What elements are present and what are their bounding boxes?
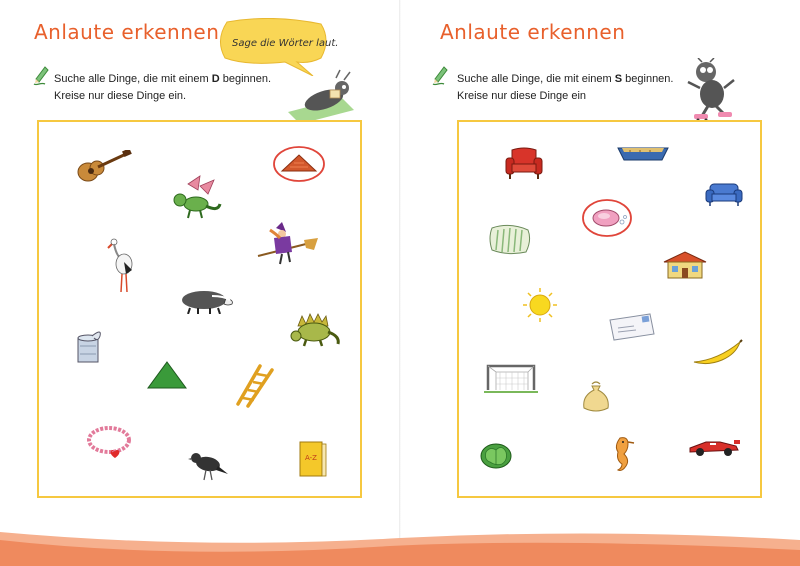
sack-icon[interactable] [580, 380, 612, 414]
crow-icon[interactable] [188, 448, 230, 482]
goal-icon[interactable] [484, 362, 538, 394]
race-car-icon[interactable] [686, 434, 742, 458]
badger-icon[interactable] [176, 288, 236, 314]
mascot-skating-icon [684, 58, 740, 122]
mascot-reading-icon [286, 68, 356, 124]
seahorse-icon[interactable] [610, 434, 636, 476]
book-spine [399, 0, 401, 566]
dinosaur-icon[interactable] [288, 308, 342, 348]
instruction: Suche alle Dinge, die mit einem D beginnen. Kreise nur diese Dinge ein. [54, 73, 272, 102]
roof-icon[interactable] [272, 145, 326, 183]
house-icon[interactable] [662, 250, 708, 280]
armchair-icon[interactable] [504, 146, 544, 180]
sun-icon[interactable] [520, 286, 560, 324]
pencil-icon [432, 64, 450, 86]
dragon-icon[interactable] [170, 174, 222, 222]
guitar-icon[interactable] [76, 150, 132, 184]
pencil-icon [33, 64, 51, 86]
pillow-icon[interactable] [488, 222, 532, 256]
witch-on-broom-icon[interactable] [256, 222, 320, 266]
right-page [400, 0, 800, 566]
svg-text:A-Z: A-Z [305, 454, 317, 462]
envelope-icon[interactable] [606, 312, 656, 342]
dictionary-icon[interactable] [298, 438, 328, 478]
target-letter: S [614, 73, 623, 85]
lettuce-icon[interactable] [478, 440, 514, 470]
footer-wave [0, 520, 800, 566]
soap-icon[interactable] [582, 198, 634, 238]
banana-icon[interactable] [690, 338, 744, 366]
page-title: Anlaute erkennen [440, 20, 626, 44]
boat-icon[interactable] [616, 142, 670, 164]
page-title: Anlaute erkennen [34, 20, 220, 44]
stork-icon[interactable] [106, 234, 142, 294]
speech-bubble-text: Sage die Wörter laut. [232, 38, 339, 49]
ladder-icon[interactable] [234, 364, 276, 408]
tin-can-icon[interactable] [74, 328, 106, 364]
instruction: Suche alle Dinge, die mit einem S beginnen. Kreise nur diese Dinge ein [457, 73, 674, 102]
necklace-icon[interactable] [84, 424, 134, 472]
target-letter: D [211, 73, 220, 85]
sofa-icon[interactable] [704, 180, 744, 208]
triangle-icon[interactable] [146, 360, 188, 390]
